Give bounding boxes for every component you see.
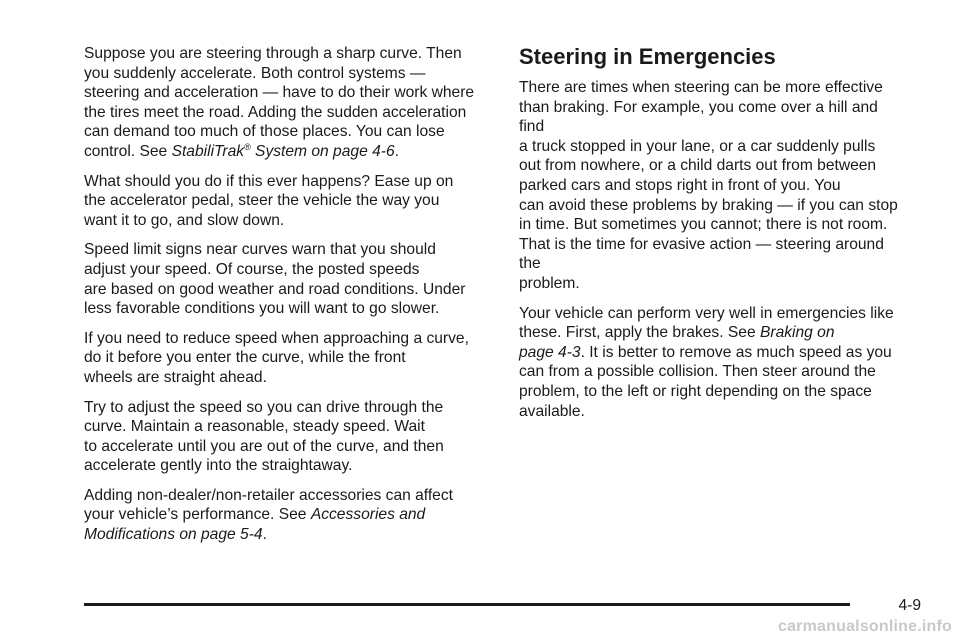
paragraph-adjust-speed: Try to adjust the speed so you can drive through the curve. Maintain a reasonable, steady speed. Wait to accelerate until you are out of the curve, and then accelerate gently into the straightaway.: [84, 398, 444, 475]
paragraph-steering-effective: There are times when steering can be more effective than braking. For example, you come over a hill and find a truck stopped in your lane, or a car suddenly pulls out from nowhere, or a child darts out from between parked cars and stops right in front of you. You can avoid these problems by braking — if you can stop in time. But sometimes you cannot; there is not room. That is the time for evasive action — steering around the problem.: [519, 79, 898, 292]
right-column: [519, 44, 901, 431]
watermark: carmanualsonline.info: [777, 618, 952, 635]
stabilitrak-reference[interactable]: StabiliTrak® System on page 4-6: [171, 141, 395, 160]
paragraph-what-to-do: What should you do if this ever happens? Ease up on the accelerator pedal, steer the vehicle the way you want it to go, and slow down.: [84, 172, 454, 229]
paragraph-emergency-performance: Your vehicle can perform very well in emergencies like these. First, apply the brakes. See Braking on page 4-3. It is better to remove as much speed as you can from a possible collision. Then steer around the problem, to the left or right depending on the space available.: [519, 304, 894, 420]
section-heading: Steering in Emergencies: [519, 44, 776, 69]
paragraph-accessories: Adding non-dealer/non-retailer accessories can affect your vehicle’s performance. See Accessories and Modifications on page 5-4.: [84, 486, 453, 544]
page-number: 4-9: [898, 597, 921, 614]
paragraph-reduce-speed: If you need to reduce speed when approaching a curve, do it before you enter the curve, while the front wheels are straight ahead.: [84, 329, 469, 386]
braking-reference[interactable]: Braking on page 4-3: [519, 324, 835, 361]
left-column: [84, 44, 502, 555]
footer-rule: [84, 603, 850, 606]
paragraph-speed-signs: Speed limit signs near curves warn that you should adjust your speed. Of course, the posted speeds are based on good weather and road conditions. Under less favorable conditions you will want to go slower.: [84, 241, 466, 318]
paragraph-sharp-curve: Suppose you are steering through a sharp curve. Then you suddenly accelerate. Both control systems — steering and acceleration — have to do their work where the tires meet the road. Adding the sudden acceleration can demand too much of those places. You can lose control. See StabiliTrak® System on page 4-6.: [84, 45, 475, 160]
accessories-reference[interactable]: Accessories and Modifications on page 5-4: [84, 506, 426, 544]
